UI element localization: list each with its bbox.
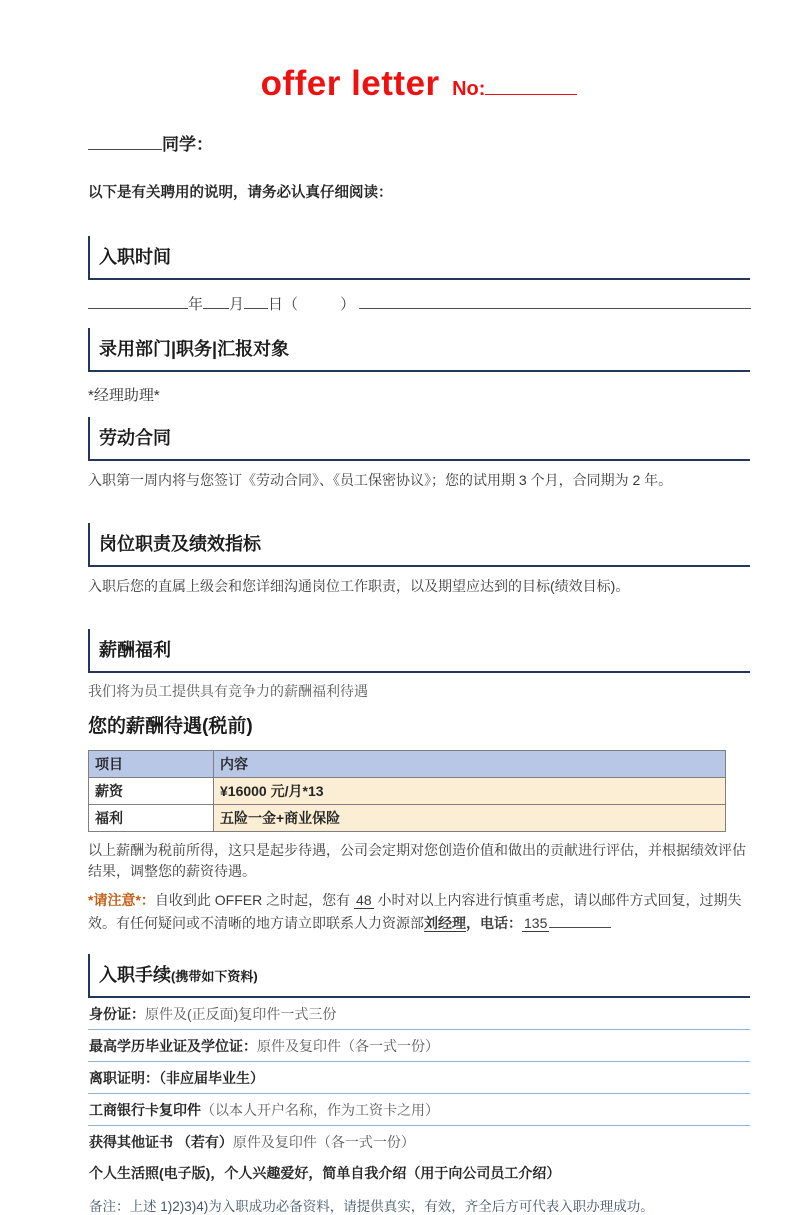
section-title-joining-time: 入职时间 xyxy=(99,247,171,267)
table-row xyxy=(89,804,726,831)
procedure-detail: 原件及复印件（各一式一份） xyxy=(257,1037,439,1054)
department-value: *经理助理* xyxy=(88,386,160,404)
procedure-detail: 原件及(正反面)复印件一式三份 xyxy=(145,1005,337,1022)
procedure-label: 最高学历毕业证及学位证： xyxy=(89,1037,257,1054)
section-header-procedures xyxy=(88,954,750,998)
salary-header-content: 内容 xyxy=(214,750,726,777)
list-item xyxy=(88,998,750,1030)
offer-number-blank xyxy=(485,77,577,95)
document-content xyxy=(88,64,750,1215)
list-item xyxy=(88,1030,750,1062)
salary-row-item: 薪资 xyxy=(89,777,214,804)
section-header-joining-time xyxy=(88,236,750,280)
contract-body: 入职第一周内将与您签订《劳动合同》、《员工保密协议》；您的试用期 3 个月，合同期为 2 年。 xyxy=(88,471,673,488)
joining-date-line xyxy=(88,292,750,314)
procedures-title-suffix: (携带如下资料) xyxy=(171,968,258,984)
day-blank xyxy=(244,292,268,309)
hr-contact-name: 刘经理 xyxy=(424,914,466,931)
notice-hours: 48 xyxy=(356,892,372,909)
notice-part2: 小时对以上内容进行慎重考虑，请以邮件方式回复，过期失效。有任何疑问或不清晰的地方请立即联系人力资源部 xyxy=(88,892,742,931)
spacer xyxy=(88,934,750,954)
duties-body: 入职后您的直属上级会和您详细沟通岗位工作职责，以及期望应达到的目标(绩效目标)。 xyxy=(88,577,630,594)
offer-number-label: No: xyxy=(452,78,486,100)
table-row xyxy=(89,777,726,804)
spacer xyxy=(88,609,750,629)
compensation-tagline: 我们将为员工提供具有竞争力的薪酬福利待遇 xyxy=(88,682,368,699)
month-blank xyxy=(203,292,229,309)
section-title-contract: 劳动合同 xyxy=(99,427,171,448)
procedure-label: 离职证明：（非应届毕业生） xyxy=(89,1069,264,1086)
greeting-line xyxy=(88,130,750,155)
year-blank xyxy=(88,292,188,309)
procedures-remark: 备注：上述 1)2)3)4)为入职成功必备资料，请提供真实，有效，齐全后方可代表入职办理成功。 xyxy=(89,1198,654,1214)
section-title-duties: 岗位职责及绩效指标 xyxy=(99,533,261,554)
list-item xyxy=(88,1062,750,1094)
section-header-duties xyxy=(88,523,750,567)
notice-part1: 自收到此 OFFER 之时起，您有 xyxy=(154,892,355,909)
contact-phone: 135 xyxy=(524,914,548,931)
section-title-department: 录用部门|职务|汇报对象 xyxy=(99,338,290,359)
section-header-compensation xyxy=(88,629,750,673)
trailing-blank xyxy=(359,292,751,309)
greeting-suffix: 同学： xyxy=(162,135,213,154)
salary-row-content: ¥16000 元/月*13 xyxy=(214,777,726,804)
document-title-row xyxy=(88,64,750,104)
procedure-detail: 原件及复印件（各一式一份） xyxy=(232,1133,415,1150)
section-header-contract xyxy=(88,417,750,461)
notice-label: *请注意*： xyxy=(88,892,155,909)
benefit-row-content: 五险一金+商业保险 xyxy=(214,804,726,831)
section-title-procedures: 入职手续 xyxy=(99,964,171,985)
salary-table xyxy=(88,750,726,832)
year-label: 年 xyxy=(188,295,204,313)
intro-text: 以下是有关聘用的说明，请务必认真仔细阅读： xyxy=(88,185,393,201)
phone-blank xyxy=(549,912,611,928)
procedure-label: 工商银行卡复印件 xyxy=(89,1101,201,1118)
procedure-label: 个人生活照(电子版)，个人兴趣爱好，简单自我介绍（用于向公司员工介绍） xyxy=(89,1164,561,1181)
paren-close: ） xyxy=(340,295,356,313)
notice-part3: ，电话： xyxy=(466,914,522,931)
recipient-name-blank xyxy=(88,131,162,150)
section-header-department xyxy=(88,328,750,372)
document-title: offer letter xyxy=(260,64,440,103)
paren-open: （ xyxy=(283,295,299,313)
salary-note: 以上薪酬为税前所得，这只是起步待遇，公司会定期对您创造价值和做出的贡献进行评估，并根据绩效评估结果，调整您的薪资待遇。 xyxy=(88,841,746,880)
list-item xyxy=(88,1126,750,1157)
procedure-label: 获得其他证书 （若有） xyxy=(89,1133,233,1150)
notice-paragraph xyxy=(88,889,750,934)
salary-subtitle: 您的薪酬待遇(税前) xyxy=(88,715,253,737)
list-item xyxy=(88,1157,750,1188)
procedure-label: 身份证： xyxy=(89,1005,145,1022)
day-label: 日 xyxy=(268,295,284,313)
salary-table-header-row xyxy=(89,750,726,777)
salary-header-item: 项目 xyxy=(89,750,214,777)
section-title-compensation: 薪酬福利 xyxy=(99,639,171,660)
month-label: 月 xyxy=(229,295,245,313)
spacer xyxy=(88,503,750,523)
list-item xyxy=(88,1094,750,1126)
procedure-detail: （以本人开户名称，作为工资卡之用） xyxy=(201,1101,439,1118)
benefit-row-item: 福利 xyxy=(89,804,214,831)
